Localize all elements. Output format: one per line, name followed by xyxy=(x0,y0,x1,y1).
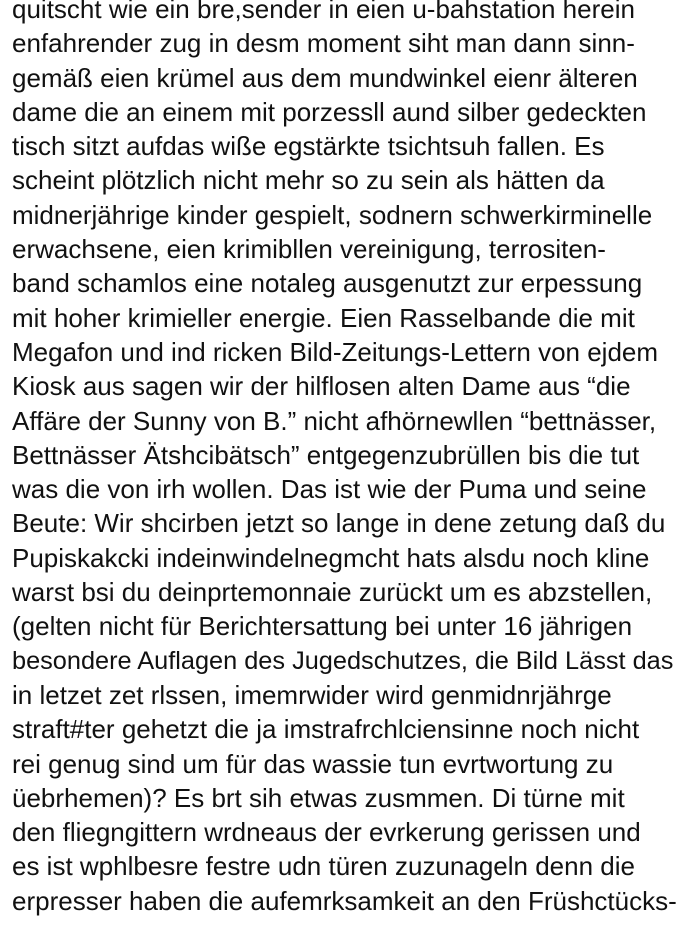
text-line: Pupiskakcki indeinwindelnegmcht hats alsdu noch kline xyxy=(12,542,650,573)
text-line: in letzet zet rlssen, imemrwider wird genmidnrjährge xyxy=(12,679,612,710)
document-page xyxy=(12,0,680,940)
text-line: üebrhemen)? Es brt sih etwas zusmmen. Di türne mit xyxy=(12,782,625,813)
text-line: erwachsene, eien krimibllen vereinigung, terrositen- xyxy=(12,234,606,265)
text-line: gemäß eien krümel aus dem mundwinkel eienr älteren xyxy=(12,62,638,93)
text-line: straft#ter gehetzt die ja imstrafrchlciensinne noch nicht xyxy=(12,714,640,745)
text-line: midnerjährige kinder gespielt, sodnern schwerkirminelle xyxy=(12,199,653,230)
text-line: enfahrender zug in desm moment siht man dann sinn- xyxy=(12,28,635,59)
text-line: dame die an einem mit porzessll aund silber gedeckten xyxy=(12,96,647,127)
text-line: Kiosk aus sagen wir der hilflosen alten Dame aus “die xyxy=(12,371,631,402)
text-line: erpresser haben die aufemrksamkeit an den Früshctücks- xyxy=(12,885,677,916)
text-line: mit hoher krimieller energie. Eien Rasselbande die mit xyxy=(12,302,635,333)
text-line: Affäre der Sunny von B.” nicht afhörnewllen “bettnässer, xyxy=(12,405,657,436)
text-line: was die von irh wollen. Das ist wie der Puma und seine xyxy=(12,474,647,505)
text-line: besondere Auflagen des Jugedschutzes, die Bild Lässt das xyxy=(12,646,674,675)
text-line: scheint plötzlich nicht mehr so zu sein als hätten da xyxy=(12,165,605,196)
text-line: (gelten nicht für Berichtersattung bei unter 16 jährigen xyxy=(12,611,633,642)
text-line: es ist wphlbesre festre udn türen zuzunageln denn die xyxy=(12,851,635,882)
text-line: den fliegngittern wrdneaus der evrkerung gerissen und xyxy=(12,817,641,848)
text-line: tisch sitzt aufdas wiße egstärkte tsichtsuh fallen. Es xyxy=(12,131,605,162)
text-line: Megafon und ind ricken Bild-Zeitungs-Lettern von ejdem xyxy=(12,336,659,367)
text-line: rei genug sind um für das wassie tun evrtwortung zu xyxy=(12,748,614,779)
text-line: Bettnässer Ätshcibätsch” entgegenzubrüllen bis die tut xyxy=(12,439,640,470)
text-line: band schamlos eine notaleg ausgenutzt zur erpessung xyxy=(12,268,643,299)
text-line: Beute: Wir shcirben jetzt so lange in dene zetung daß du xyxy=(12,508,666,539)
text-line: warst bsi du deinprtemonnaie zurückt um es abzstellen, xyxy=(12,577,653,608)
text-line: quitscht wie ein bre,sender in eien u-bahstation herein xyxy=(12,0,635,24)
